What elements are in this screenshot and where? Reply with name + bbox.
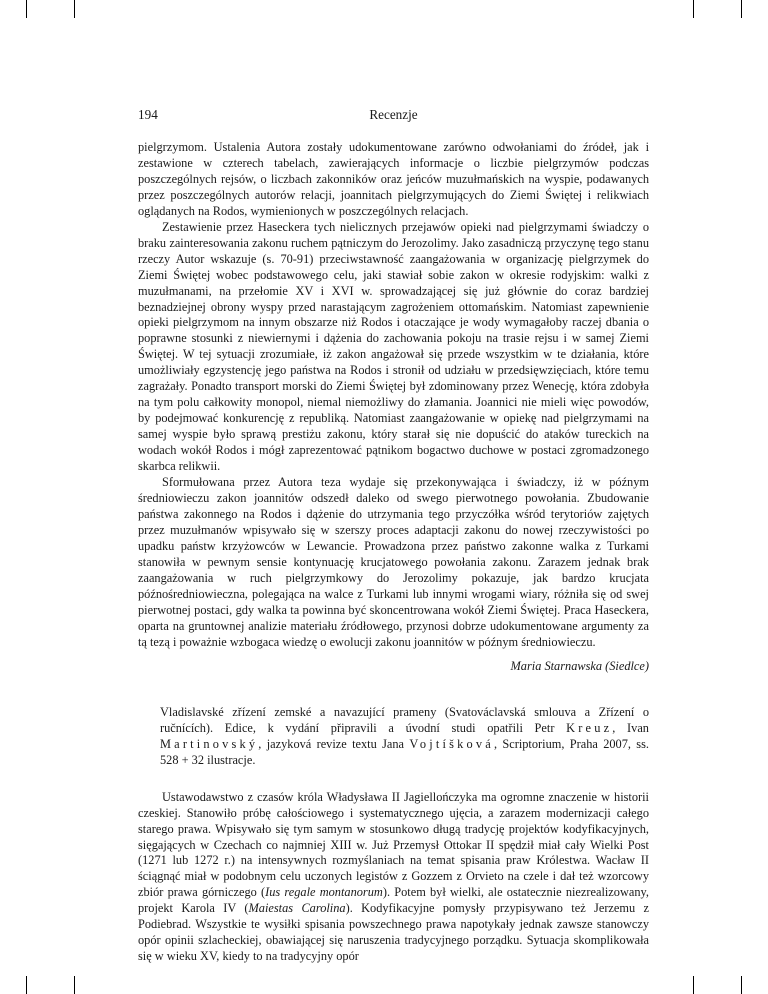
review2-text-a: Ustawodawstwo z czasów króla Władysława II Jagiellończyka ma ogromne znaczenie w historii czeskiej. Stanowiło próbę całościowego i systematycznego ujęcia, a zarazem modernizacji całego starego prawa. Wpisywało się tym samym w stosunkowo długą tradycję projektów kodyfikacyjnych, sięgających w Czechach co najmniej XIII w. Już Przemysł Ottokar II spędził miał cały Wielki Post (1271 lub 1272 r.) na intensywnych rozmyślaniach na temat spisania praw Królestwa. Wacław II ściągnąć miał w podobnym celu uczonych legistów z Gozzem z Orvieto na czele i dał też wzorcowy zbiór prawa górniczego ( (138, 789, 649, 900)
reference-author-kreuz: Kreuz (566, 721, 613, 736)
reference-part-1: Vladislavské zřízení zemské a navazující prameny (Svatováclavská smlouva a Zřízení o ručnících). Edice, k vydání připravili a úvodní studi opatřili Petr (160, 705, 649, 736)
reference-author-vojtiskova: Vojtíšková (409, 737, 494, 752)
reference-author-martinovsky: Martinovský (160, 737, 259, 752)
crop-mark (26, 976, 27, 994)
review1-paragraph-2: Zestawienie przez Haseckera tych nielicznych przejawów opieki nad pielgrzymami świadczy o braku zainteresowania zakonu ruchem pątniczym do Jerozolimy. Jako zasadniczą przyczynę tego stanu rzeczy Autor wskazuje (s. 70-91) przeciwstawność zaangażowania w organizację pielgrzymek do Ziemi Świętej wobec podstawowego celu, jaki stawiał sobie zakon w okresie rodyjskim: walki z muzułmanami, na przełomie XV i XVI w. sprowadzającej się już głównie do coraz bardziej beznadziejnej obrony wyspy przed narastającym zagrożeniem ottomańskim. Natomiast zapewnienie opieki pielgrzymom na innym obszarze niż Rodos i otaczające je wody wymagałoby raczej dbania o poprawne stosunki z niewiernymi i dążenia do zachowania pokoju na trasie rejsu i w samej Ziemi Świętej. W tej sytuacji zrozumiałe, iż zakon angażował się przede wszystkim w te działania, które umożliwiały egzystencję jego państwa na Rodos i stronił od udziału w przedsięwzięciach, które temu zagrażały. Ponadto transport morski do Ziemi Świętej był zdominowany przez Wenecję, która zdobyła na tym polu całkowity monopol, niemal niemożliwy do złamania. Joannici nie mieli więc powodów, by podejmować konkurencję z republiką. Natomiast zaangażowanie w opiekę nad pielgrzymami na samej wyspie było sprawą prestiżu zakonu, który starał się nie dopuścić do ataków tureckich na wodach wokół Rodos i mógł zaprezentować pątnikom bogactwo duchowe w postaci zgromadzonego skarbca relikwii. (138, 219, 649, 474)
bibliographic-reference (138, 705, 649, 768)
page-body (138, 140, 649, 965)
review-signature: Maria Starnawska (Siedlce) (510, 658, 649, 673)
crop-mark (74, 0, 75, 18)
review2-paragraph-1 (138, 790, 649, 965)
reference-part-2: , Ivan (612, 721, 649, 736)
review2-italic-ius: Ius regale montanorum (265, 885, 383, 900)
crop-mark (741, 0, 742, 18)
review2-italic-maiestas: Maiestas Carolina (248, 901, 346, 916)
review2-text-c: ). Kodyfikacyjne pomysły przypisywano też Jerzemu z Podiebrad. Wszystkie te wysiłki spisania powszechnego prawa napotykały jednak zawsze stanowczy opór opinii szlacheckiej, obawiającej się naruszenia tradycyjnego porządku. Sytuacja skomplikowała się w wieku XV, kiedy to na tradycyjny opór (138, 901, 649, 964)
crop-mark (741, 976, 742, 994)
reference-part-3: , jazyková revize textu Jana (258, 737, 410, 752)
review1-paragraph-3: Sformułowana przez Autora teza wydaje się przekonywająca i świadczy, iż w późnym średniowieczu zakon joannitów odszedł daleko od swego pierwotnego powołania. Zbudowanie państwa zakonnego na Rodos i dążenie do utrzymania tego przyczółka wśród terytoriów zajętych przez muzułmanów wpisywało się w szerszy proces adaptacji zakonu do nowej rzeczywistości po upadku państw krzyżowców w Lewancie. Prowadzona przez państwo zakonne walka z Turkami stanowiła w pewnym sensie kontynuację krucjatowego powołania zakonu. Zarazem jednak brak zaangażowania w ruch pielgrzymkowy do Jerozolimy pokazuje, jak bardzo krucjata późnośredniowieczna, polegająca na walce z Turkami lub innymi wrogami wiary, różniła się od swej pierwotnej postaci, gdy walka ta powinna być skoncentrowana wokół Ziemi Świętej. Praca Haseckera, oparta na gruntownej analizie materiału źródłowego, przynosi dobrze udokumentowane argumenty za tą tezą i poważnie wzbogaca wiedzę o ewolucji zakonu joannitów w późnym średniowieczu. (138, 475, 649, 649)
crop-mark (693, 976, 694, 994)
crop-mark (26, 0, 27, 18)
review1-paragraph-1: pielgrzymom. Ustalenia Autora zostały udokumentowane zarówno odwołaniami do źródeł, jak i zestawione w czterech tabelach, zawierających informacje o liczbie pielgrzymów podczas poszczególnych rejsów, o liczbach zakonników oraz jeńców muzułmańskich na wyspie, podawanych przez poszczególnych autorów relacji, joannitach pielgrzymujących do Ziemi Świętej i relikwiach oglądanych na Rodos, wymienionych w poszczególnych relacjach. (138, 140, 649, 218)
reference-part-4: , Scriptorium, Praha 2007, ss. 528 + 32 ilustracje. (160, 737, 649, 767)
running-title: Recenzje (369, 107, 418, 122)
crop-mark (74, 976, 75, 994)
review2-text-b: ). Potem był wielki, ale ostatecznie niezrealizowany, projekt Karola IV ( (138, 885, 649, 916)
page-header (138, 107, 649, 125)
page-number: 194 (138, 107, 158, 122)
review2 (138, 790, 649, 965)
crop-mark (693, 0, 694, 18)
